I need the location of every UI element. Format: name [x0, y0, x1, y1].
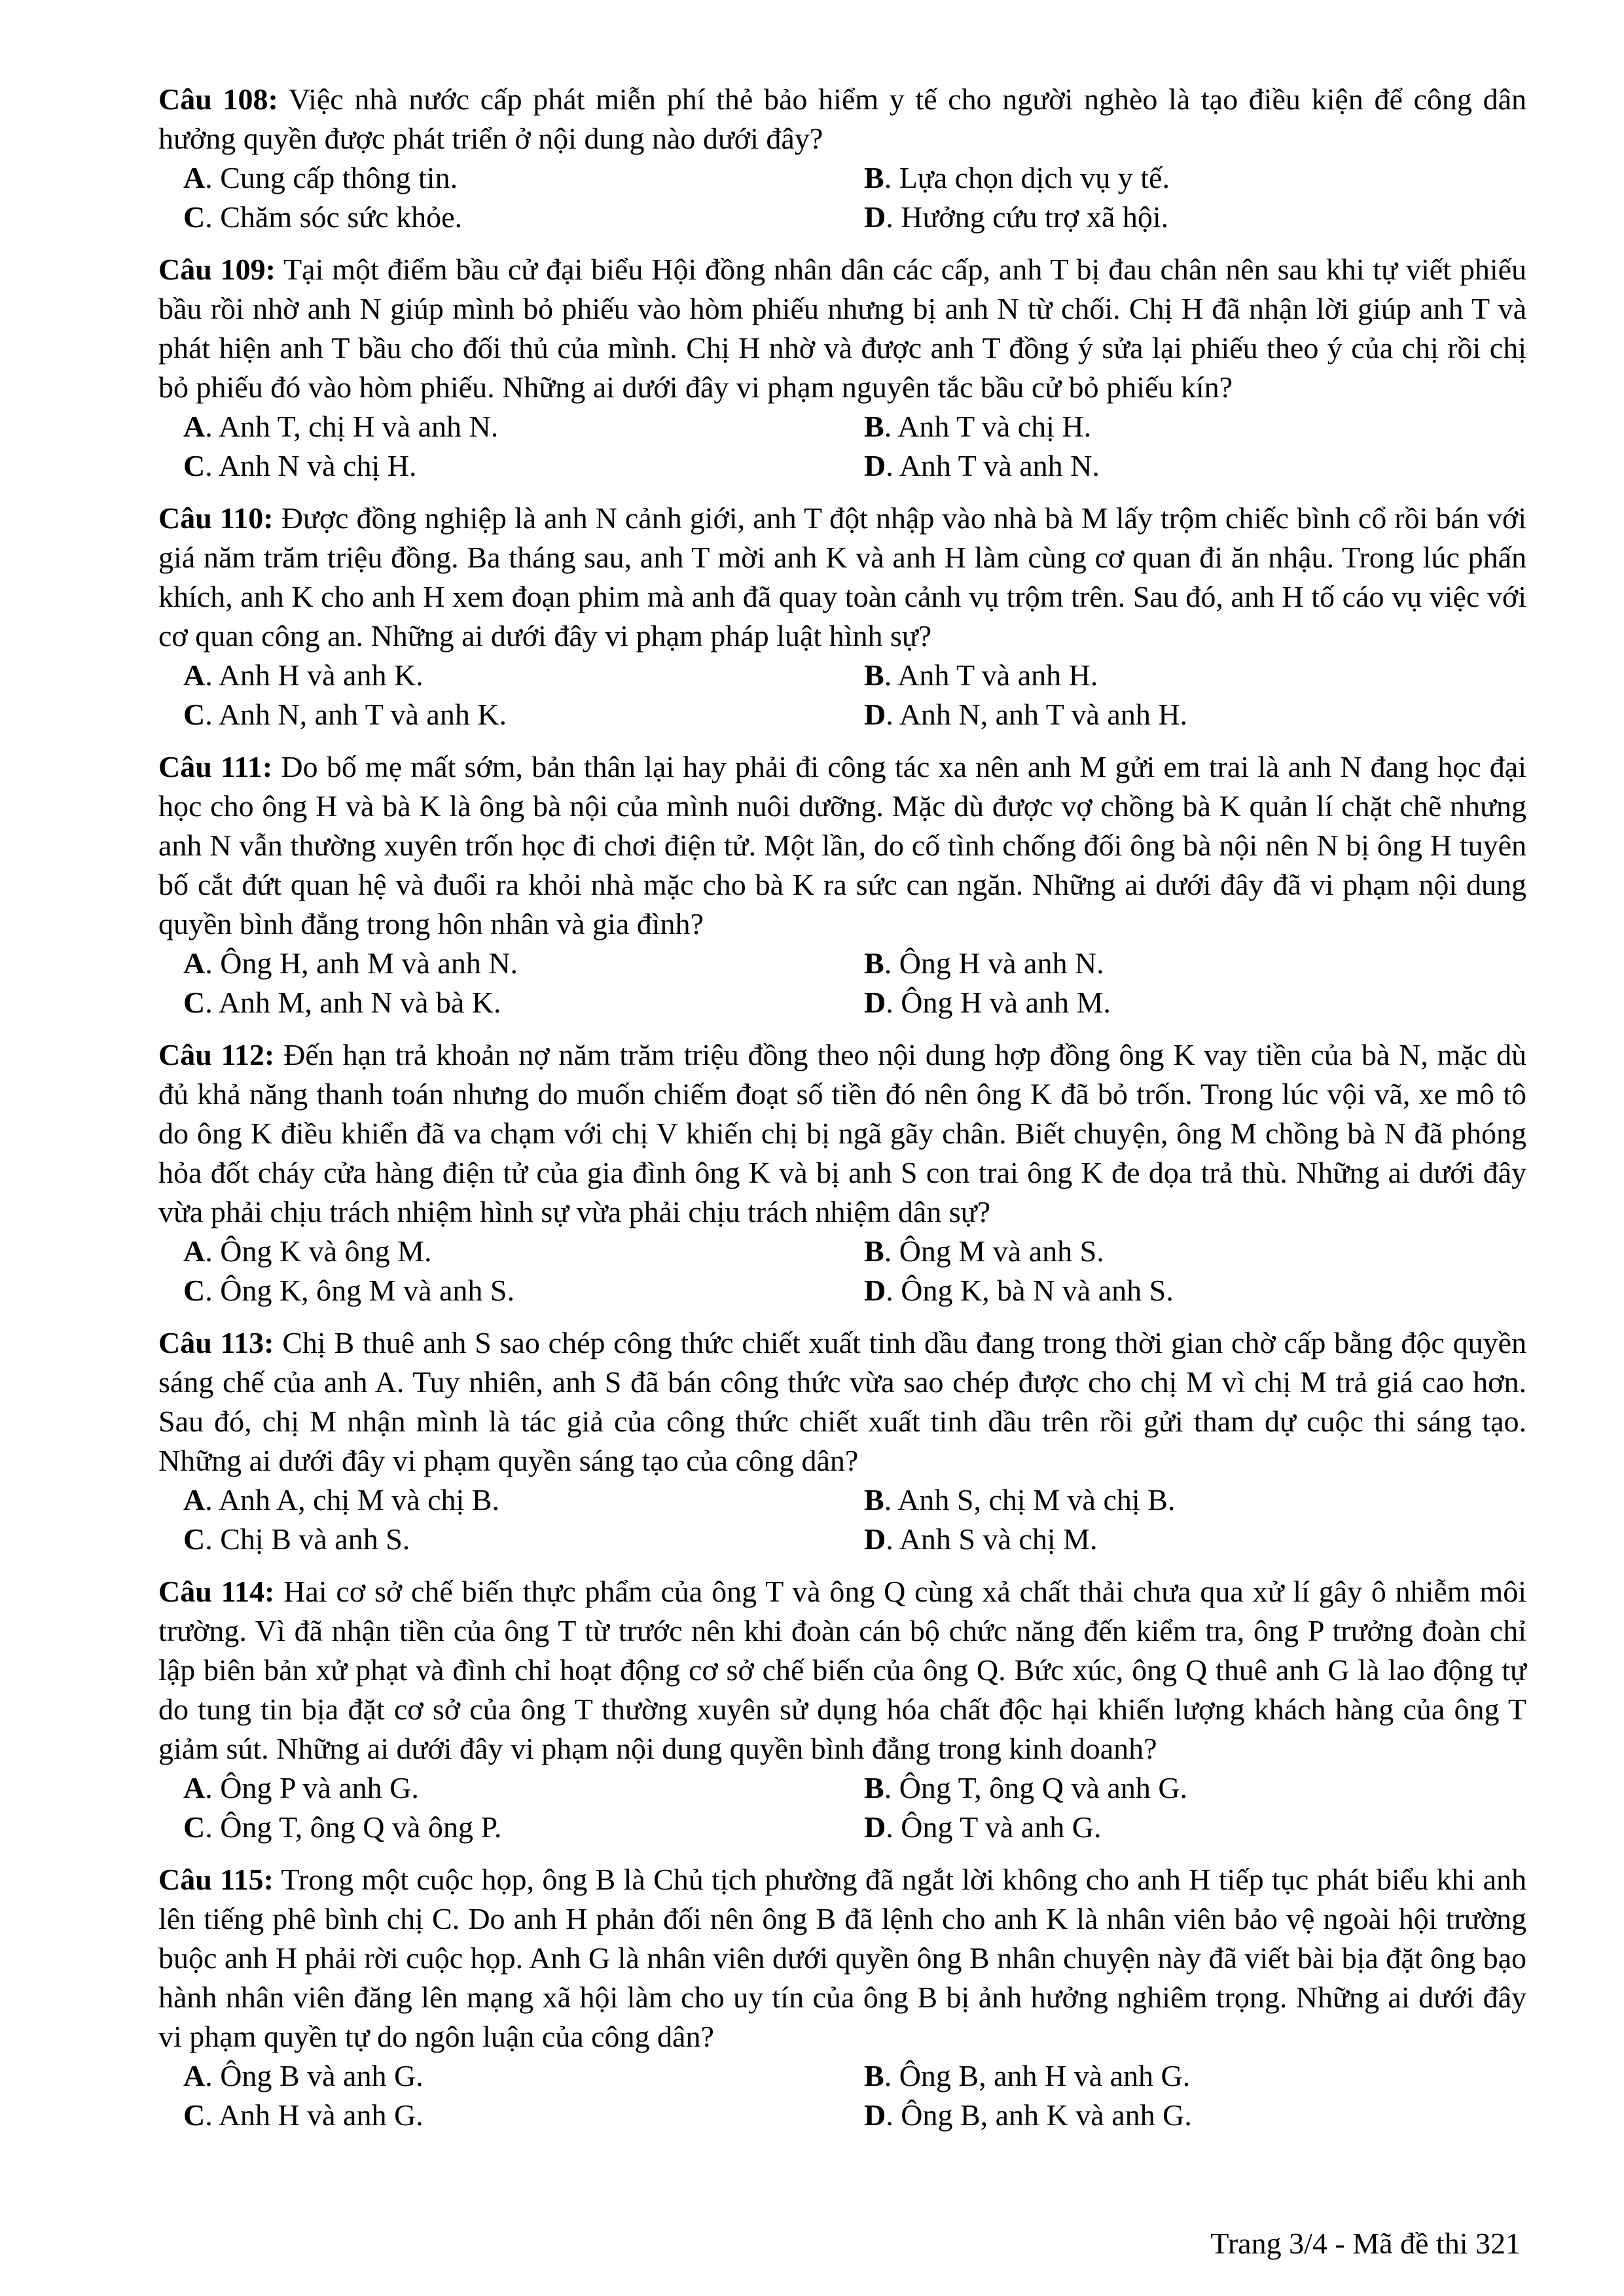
answer-option-b	[864, 1480, 1545, 1520]
option-text: . Chị B và anh S.	[205, 1522, 410, 1556]
option-letter: A	[183, 2059, 206, 2092]
option-text: . Anh H và anh K.	[205, 658, 424, 692]
option-letter: D	[864, 1522, 886, 1556]
option-letter: D	[864, 1810, 886, 1844]
answer-option-c	[183, 446, 864, 486]
question-stem	[158, 1035, 1526, 1232]
option-letter: A	[183, 658, 206, 692]
option-text: . Ông P và anh G.	[205, 1771, 419, 1804]
answer-options	[158, 656, 1526, 734]
question-stem	[158, 80, 1526, 158]
option-text: . Ông K, ông M và anh S.	[205, 1274, 514, 1307]
question-number: Câu 109:	[158, 253, 276, 286]
option-letter: C	[183, 200, 206, 234]
option-letter: C	[183, 986, 206, 1019]
option-letter: B	[864, 161, 884, 194]
option-text: . Ông H và anh N.	[884, 946, 1104, 980]
answer-options	[158, 944, 1526, 1022]
option-letter: D	[864, 698, 886, 731]
option-letter: B	[864, 410, 884, 443]
question-stem	[158, 1572, 1526, 1768]
option-letter: A	[183, 1234, 206, 1268]
option-text: . Anh N, anh T và anh K.	[205, 698, 507, 731]
option-letter: C	[183, 1274, 206, 1307]
answer-option-c	[183, 198, 864, 237]
option-letter: B	[864, 658, 884, 692]
option-letter: D	[864, 449, 886, 482]
question-number: Câu 108:	[158, 82, 278, 116]
question-block	[158, 1572, 1526, 1847]
question-number: Câu 113:	[158, 1326, 274, 1359]
answer-option-c	[183, 1808, 864, 1847]
question-block	[158, 499, 1526, 734]
option-text: . Anh T và anh H.	[884, 658, 1098, 692]
option-text: . Ông H và anh M.	[886, 986, 1111, 1019]
answer-option-d	[864, 1271, 1545, 1310]
option-text: . Anh H và anh G.	[205, 2098, 424, 2132]
option-letter: C	[183, 1810, 206, 1844]
answer-option-c	[183, 1520, 864, 1559]
option-letter: A	[183, 1483, 206, 1516]
option-text: . Anh A, chị M và chị B.	[205, 1483, 499, 1516]
question-text: Do bố mẹ mất sớm, bản thân lại hay phải đi công tác xa nên anh M gửi em trai là anh N đang học đại học cho ông H và bà K là ông bà nội của mình nuôi dưỡng. Mặc dù được vợ chồng bà K quản lí chặt chẽ nhưng anh N vẫn thường xuyên trốn học đi chơi điện tử. Một lần, do cố tình chống đối ông bà nội nên N bị ông H tuyên bố cắt đứt quan hệ và đuổi ra khỏi nhà mặc cho bà K ra sức can ngăn. Những ai dưới đây đã vi phạm nội dung quyền bình đẳng trong hôn nhân và gia đình?	[158, 750, 1527, 941]
answer-option-c	[183, 983, 864, 1022]
answer-options	[158, 407, 1526, 486]
option-text: . Ông T và anh G.	[886, 1810, 1102, 1844]
question-text: Được đồng nghiệp là anh N cảnh giới, anh T đột nhập vào nhà bà M lấy trộm chiếc bình cổ rồi bán với giá năm trăm triệu đồng. Ba tháng sau, anh T mời anh K và anh H làm cùng cơ quan đi ăn nhậu. Trong lúc phấn khích, anh K cho anh H xem đoạn phim mà anh đã quay toàn cảnh vụ trộm trên. Sau đó, anh H tố cáo vụ việc với cơ quan công an. Những ai dưới đây vi phạm pháp luật hình sự?	[158, 501, 1526, 653]
answer-options	[158, 1768, 1526, 1847]
question-block	[158, 747, 1526, 1022]
answer-option-d	[864, 198, 1545, 237]
option-text: . Anh T, chị H và anh N.	[205, 410, 499, 443]
question-block	[158, 1860, 1526, 2135]
answer-option-a	[183, 1232, 864, 1271]
question-list	[158, 80, 1526, 2148]
question-number: Câu 110:	[158, 501, 274, 535]
answer-option-a	[183, 1768, 864, 1808]
question-stem	[158, 1860, 1526, 2056]
option-text: . Ông M và anh S.	[884, 1234, 1104, 1268]
option-text: . Ông B, anh H và anh G.	[884, 2059, 1191, 2092]
answer-option-d	[864, 446, 1545, 486]
answer-option-c	[183, 695, 864, 734]
answer-option-b	[864, 656, 1545, 695]
page-footer: Trang 3/4 - Mã đề thi 321	[1210, 2227, 1521, 2260]
option-letter: A	[183, 1771, 206, 1804]
option-text: . Anh S và chị M.	[886, 1522, 1098, 1556]
question-block	[158, 250, 1526, 486]
answer-option-b	[864, 1232, 1545, 1271]
question-stem	[158, 747, 1526, 944]
question-block	[158, 1323, 1526, 1559]
option-text: . Lựa chọn dịch vụ y tế.	[884, 161, 1170, 194]
option-letter: C	[183, 1522, 206, 1556]
option-text: . Ông K, bà N và anh S.	[886, 1274, 1174, 1307]
answer-option-d	[864, 1808, 1545, 1847]
option-text: . Cung cấp thông tin.	[205, 161, 458, 194]
option-letter: B	[864, 2059, 884, 2092]
option-text: . Hưởng cứu trợ xã hội.	[886, 200, 1169, 234]
answer-option-b	[864, 1768, 1545, 1808]
option-letter: B	[864, 946, 884, 980]
question-number: Câu 111:	[158, 750, 273, 783]
option-text: . Anh T và chị H.	[884, 410, 1092, 443]
option-text: . Ông T, ông Q và ông P.	[205, 1810, 502, 1844]
answer-option-a	[183, 1480, 864, 1520]
option-text: . Anh T và anh N.	[886, 449, 1100, 482]
answer-option-a	[183, 407, 864, 446]
option-letter: D	[864, 986, 886, 1019]
question-block	[158, 80, 1526, 237]
question-text: Chị B thuê anh S sao chép công thức chiết xuất tinh dầu đang trong thời gian chờ cấp bằng độc quyền sáng chế của anh A. Tuy nhiên, anh S đã bán công thức vừa sao chép được cho chị M vì chị M trả giá cao hơn. Sau đó, chị M nhận mình là tác giả của công thức chiết xuất tinh dầu trên rồi gửi tham dự cuộc thi sáng tạo. Những ai dưới đây vi phạm quyền sáng tạo của công dân?	[158, 1326, 1527, 1477]
option-text: . Anh S, chị M và chị B.	[884, 1483, 1176, 1516]
option-text: . Ông T, ông Q và anh G.	[884, 1771, 1188, 1804]
answer-option-b	[864, 2056, 1545, 2096]
answer-options	[158, 1480, 1526, 1559]
question-stem	[158, 499, 1526, 656]
option-text: . Anh N và chị H.	[205, 449, 417, 482]
answer-options	[158, 1232, 1526, 1310]
answer-option-b	[864, 407, 1545, 446]
answer-option-d	[864, 1520, 1545, 1559]
answer-option-a	[183, 656, 864, 695]
option-letter: D	[864, 1274, 886, 1307]
option-text: . Ông H, anh M và anh N.	[205, 946, 518, 980]
option-letter: A	[183, 161, 206, 194]
option-text: . Ông K và ông M.	[205, 1234, 432, 1268]
question-number: Câu 115:	[158, 1863, 274, 1896]
question-number: Câu 114:	[158, 1575, 275, 1608]
option-letter: B	[864, 1771, 884, 1804]
option-text: . Anh M, anh N và bà K.	[205, 986, 501, 1019]
option-letter: D	[864, 200, 886, 234]
answer-option-b	[864, 944, 1545, 983]
option-text: . Chăm sóc sức khỏe.	[205, 200, 463, 234]
question-text: Việc nhà nước cấp phát miễn phí thẻ bảo hiểm y tế cho người nghèo là tạo điều kiện để công dân hưởng quyền được phát triển ở nội dung nào dưới đây?	[158, 82, 1526, 155]
option-text: . Anh N, anh T và anh H.	[886, 698, 1188, 731]
option-letter: A	[183, 946, 206, 980]
option-letter: B	[864, 1234, 884, 1268]
answer-option-c	[183, 1271, 864, 1310]
option-letter: D	[864, 2098, 886, 2132]
question-text: Đến hạn trả khoản nợ năm trăm triệu đồng theo nội dung hợp đồng ông K vay tiền của bà N, mặc dù đủ khả năng thanh toán nhưng do muốn chiếm đoạt số tiền đó nên ông K đã bỏ trốn. Trong lúc vội vã, xe mô tô do ông K điều khiển đã va chạm với chị V khiến chị bị ngã gãy chân. Biết chuyện, ông M chồng bà N đã phóng hỏa đốt cháy cửa hàng điện tử của gia đình ông K và bị anh S con trai ông K đe dọa trả thù. Những ai dưới đây vừa phải chịu trách nhiệm hình sự vừa phải chịu trách nhiệm dân sự?	[158, 1038, 1527, 1229]
option-letter: C	[183, 449, 206, 482]
answer-options	[158, 2056, 1526, 2135]
option-letter: C	[183, 2098, 206, 2132]
option-letter: B	[864, 1483, 884, 1516]
option-text: . Ông B và anh G.	[205, 2059, 424, 2092]
option-letter: A	[183, 410, 206, 443]
option-text: . Ông B, anh K và anh G.	[886, 2098, 1192, 2132]
answer-option-c	[183, 2096, 864, 2135]
answer-option-a	[183, 2056, 864, 2096]
option-letter: C	[183, 698, 206, 731]
answer-option-d	[864, 695, 1545, 734]
question-stem	[158, 1323, 1526, 1480]
answer-options	[158, 158, 1526, 237]
answer-option-d	[864, 2096, 1545, 2135]
question-number: Câu 112:	[158, 1038, 275, 1071]
question-stem	[158, 250, 1526, 407]
answer-option-b	[864, 158, 1545, 198]
answer-option-d	[864, 983, 1545, 1022]
question-text: Hai cơ sở chế biến thực phẩm của ông T và ông Q cùng xả chất thải chưa qua xử lí gây ô nhiễm môi trường. Vì đã nhận tiền của ông T từ trước nên khi đoàn cán bộ chức năng đến kiểm tra, ông P trưởng đoàn chỉ lập biên bản xử phạt và đình chỉ hoạt động cơ sở chế biến của ông Q. Bức xúc, ông Q thuê anh G là lao động tự do tung tin bịa đặt cơ sở của ông T thường xuyên sử dụng hóa chất độc hại khiến lượng khách hàng của ông T giảm sút. Những ai dưới đây vi phạm nội dung quyền bình đẳng trong kinh doanh?	[158, 1575, 1526, 1765]
question-block	[158, 1035, 1526, 1310]
question-text: Trong một cuộc họp, ông B là Chủ tịch phường đã ngắt lời không cho anh H tiếp tục phát biểu khi anh lên tiếng phê bình chị C. Do anh H phản đối nên ông B đã lệnh cho anh K là nhân viên bảo vệ ngoài hội trường buộc anh H phải rời cuộc họp. Anh G là nhân viên dưới quyền ông B nhân chuyện này đã viết bài bịa đặt ông bạo hành nhân viên đăng lên mạng xã hội làm cho uy tín của ông B bị ảnh hưởng nghiêm trọng. Những ai dưới đây vi phạm quyền tự do ngôn luận của công dân?	[158, 1863, 1527, 2053]
question-text: Tại một điểm bầu cử đại biểu Hội đồng nhân dân các cấp, anh T bị đau chân nên sau khi tự viết phiếu bầu rồi nhờ anh N giúp mình bỏ phiếu vào hòm phiếu nhưng bị anh N từ chối. Chị H đã nhận lời giúp anh T và phát hiện anh T bầu cho đối thủ của mình. Chị H nhờ và được anh T đồng ý sửa lại phiếu theo ý của chị rồi chị bỏ phiếu đó vào hòm phiếu. Những ai dưới đây vi phạm nguyên tắc bầu cử bỏ phiếu kín?	[158, 253, 1527, 404]
answer-option-a	[183, 944, 864, 983]
answer-option-a	[183, 158, 864, 198]
